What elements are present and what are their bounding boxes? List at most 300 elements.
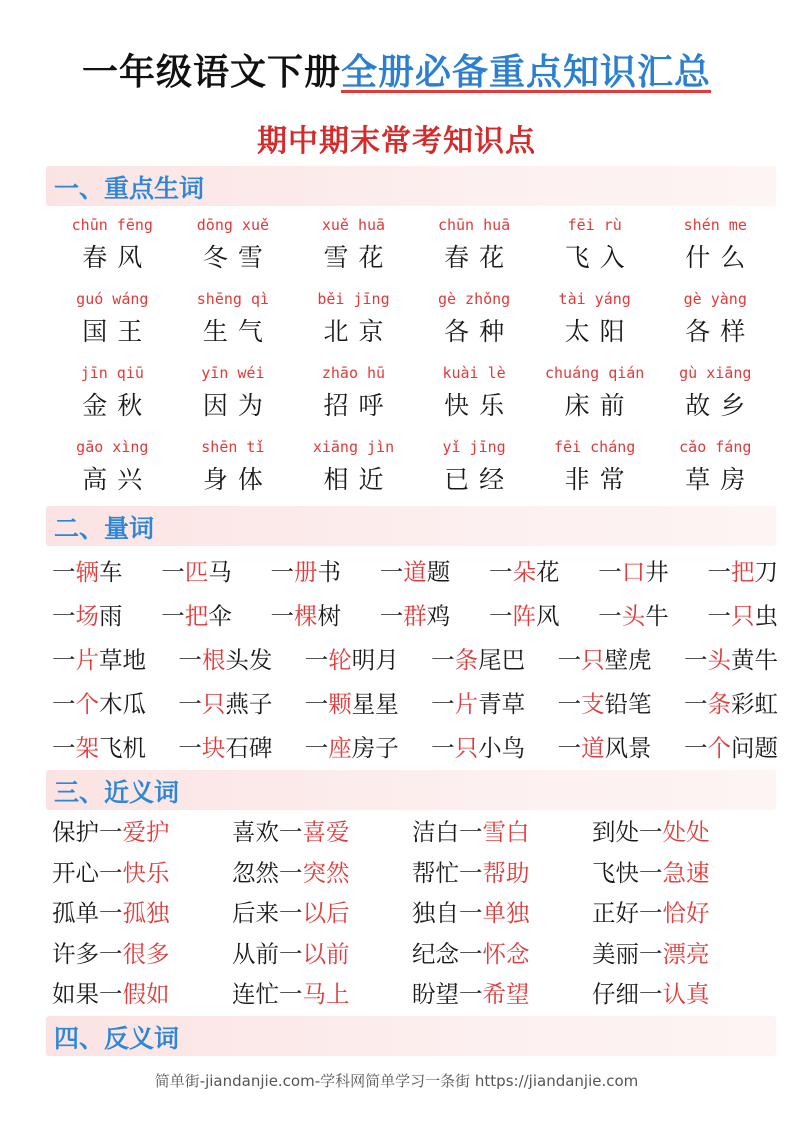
pinyin-label: chūn fēng [71,216,153,234]
dash: 一 [639,899,663,927]
measure-word-phrase [431,638,525,682]
page-subtitle: 期中期末常考知识点 [257,124,536,159]
number-one: 一 [557,734,582,762]
measure-word-phrase [380,594,451,638]
noun: 题 [426,558,451,586]
hanzi-word: 生气 [202,317,273,346]
noun: 花 [536,558,560,586]
hanzi-word: 太阳 [564,317,635,346]
synonym-word: 认真 [662,980,710,1008]
hanzi-word: 飞入 [564,243,635,272]
measure-word: 条 [707,690,731,718]
measure-word-phrase [305,726,399,770]
section-title: 三、近义词 [54,778,180,807]
number-one: 一 [304,734,329,762]
base-word: 连忙 [232,980,279,1008]
noun: 问题 [730,734,778,762]
dash: 一 [459,899,483,927]
pinyin-label: gè yàng [683,290,747,308]
dash: 一 [279,858,303,887]
measure-word: 只 [731,602,755,630]
pinyin-label: gāo xìng [76,438,149,456]
measure-word: 匹 [184,558,209,586]
dash: 一 [459,980,483,1008]
measure-word: 条 [454,646,479,674]
synonym-word: 怀念 [482,939,530,968]
number-one: 一 [598,558,622,586]
synonym-word: 帮助 [482,858,530,887]
measure-word: 轮 [328,646,352,674]
dash: 一 [99,818,123,846]
synonym-word: 马上 [302,980,350,1008]
noun: 尾巴 [478,646,526,674]
number-one: 一 [683,734,708,762]
hanzi-word: 春花 [444,243,515,272]
measure-words-list [52,550,778,770]
number-one: 一 [178,646,202,674]
measure-word: 只 [581,646,605,674]
synonym-row [52,974,772,1015]
number-one: 一 [707,602,731,630]
synonym-word: 漂亮 [662,939,710,968]
vocab-item [52,288,173,362]
measure-word-phrase [489,594,560,638]
synonym-word: 快乐 [122,858,170,887]
vocab-item [534,436,655,510]
noun: 鸡 [426,602,451,630]
number-one: 一 [178,690,202,718]
noun: 牛 [645,602,669,630]
base-word: 独自 [412,899,459,927]
dash: 一 [99,939,123,968]
pinyin-label: kuài lè [442,364,506,382]
measure-word-row [52,638,778,682]
measure-word-phrase [598,594,669,638]
base-word: 如果 [52,980,99,1008]
measure-word-phrase [52,594,123,638]
pinyin-label: guó wáng [76,290,149,308]
section-title: 一、重点生词 [54,174,205,203]
hanzi-word: 什么 [685,243,756,272]
vocab-item [414,288,535,362]
measure-word-phrase [161,594,232,638]
number-one: 一 [304,646,329,674]
vocab-item [534,214,655,288]
measure-word-phrase [558,682,652,726]
measure-word-phrase [684,726,778,770]
dash: 一 [99,899,123,927]
synonym-pair [412,893,592,934]
base-word: 从前 [232,939,279,968]
noun: 虫 [754,602,778,630]
number-one: 一 [178,734,202,762]
number-one: 一 [379,558,404,586]
base-word: 仔细 [592,980,639,1008]
base-word: 洁白 [412,818,459,846]
vocab-row [52,362,776,436]
pinyin-label: fēi cháng [554,438,636,456]
number-one: 一 [431,646,455,674]
measure-word: 把 [731,558,755,586]
noun: 风 [536,602,560,630]
synonym-word: 以前 [302,939,350,968]
dash: 一 [279,818,303,846]
measure-word-phrase [558,726,652,770]
synonym-pair [592,853,772,894]
hanzi-word: 故乡 [685,391,756,420]
section-header-antonyms [46,1016,776,1056]
number-one: 一 [52,602,76,630]
synonym-word: 孤独 [122,899,170,927]
noun: 风景 [604,734,652,762]
number-one: 一 [683,646,708,674]
synonym-pair [592,934,772,975]
measure-word: 只 [201,690,226,718]
number-one: 一 [270,602,294,630]
pinyin-label: tài yáng [558,290,631,308]
measure-word: 座 [328,734,352,762]
hanzi-word: 北京 [323,317,394,346]
dash: 一 [99,980,123,1008]
measure-word: 头 [621,602,646,630]
pinyin-label: chuáng qián [545,364,645,382]
hanzi-word: 春风 [82,243,153,272]
vocab-item [293,214,414,288]
synonym-pair [52,893,232,934]
measure-word-phrase [178,682,272,726]
number-one: 一 [161,602,185,630]
measure-word-row [52,726,778,770]
number-one: 一 [304,690,329,718]
dash: 一 [639,858,663,887]
noun: 马 [208,558,232,586]
base-word: 喜欢 [232,818,279,846]
number-one: 一 [707,558,731,586]
measure-word: 口 [621,558,646,586]
vocab-item [173,288,294,362]
measure-word: 片 [454,690,479,718]
measure-word: 只 [454,734,479,762]
synonym-word: 突然 [302,858,350,887]
pinyin-label: shēng qì [196,290,270,308]
synonym-word: 单独 [482,899,530,927]
hanzi-word: 已经 [444,465,515,494]
measure-word-phrase [178,638,272,682]
measure-word: 支 [581,690,605,718]
noun: 青草 [478,690,526,718]
dash: 一 [279,899,303,927]
number-one: 一 [431,734,455,762]
section-header-synonyms [46,770,776,810]
measure-word-row [52,594,778,638]
pinyin-label: fēi rù [567,216,622,234]
hanzi-word: 快乐 [444,391,515,420]
noun: 燕子 [225,690,273,718]
footer-watermark: 简单街-jiandanjie.com-学科网简单学习一条街 https://jiandanjie.com [154,1072,639,1090]
base-word: 到处 [592,818,639,846]
measure-word-phrase [271,550,342,594]
pinyin-label: chūn huā [437,216,511,234]
measure-word: 块 [201,734,226,762]
measure-word-phrase [431,726,525,770]
base-word: 飞快 [592,858,639,887]
vocab-item [173,436,294,510]
base-word: 开心 [52,858,99,887]
pinyin-label: jīn qiū [80,364,144,382]
base-word: 帮忙 [412,858,459,887]
measure-word: 群 [403,602,427,630]
measure-word-row [52,550,778,594]
base-word: 许多 [52,939,99,968]
synonym-pair [52,934,232,975]
vocab-grid [52,214,776,510]
vocab-item [414,362,535,436]
number-one: 一 [379,602,404,630]
number-one: 一 [161,558,185,586]
number-one: 一 [431,690,455,718]
pinyin-label: xiāng jìn [312,438,395,456]
measure-word: 把 [184,602,209,630]
dash: 一 [279,980,303,1008]
measure-word: 道 [581,734,605,762]
hanzi-word: 金秋 [82,391,153,420]
measure-word: 片 [75,646,99,674]
noun: 房子 [351,734,399,762]
synonym-pair [412,812,592,853]
base-word: 保护 [52,818,99,846]
number-one: 一 [52,690,76,718]
synonym-word: 假如 [122,980,170,1008]
vocab-item [52,436,173,510]
hanzi-word: 因为 [202,391,273,420]
noun: 雨 [99,602,123,630]
measure-word: 头 [707,646,731,674]
section-title: 四、反义词 [54,1024,180,1053]
noun: 草地 [99,646,146,674]
measure-word: 册 [294,558,318,586]
synonym-pair [412,853,592,894]
synonym-pair [592,893,772,934]
vocab-item [293,436,414,510]
dash: 一 [459,818,483,846]
measure-word: 阵 [512,602,536,630]
base-word: 纪念 [412,939,459,968]
pinyin-label: yīn wéi [201,364,265,382]
number-one: 一 [557,646,582,674]
vocab-item [173,362,294,436]
hanzi-word: 招呼 [323,391,394,420]
noun: 彩虹 [730,690,778,718]
vocab-row [52,288,776,362]
noun: 小鸟 [478,734,526,762]
hanzi-word: 冬雪 [202,243,273,272]
dash: 一 [99,858,123,887]
measure-word-row [52,682,778,726]
dash: 一 [639,818,663,846]
synonym-word: 处处 [662,818,710,846]
hanzi-word: 草房 [685,465,756,494]
pinyin-label: dōng xuě [196,216,270,234]
measure-word-phrase [178,726,272,770]
measure-word-phrase [598,550,669,594]
noun: 伞 [208,602,232,630]
measure-word: 颗 [328,690,352,718]
noun: 明月 [351,646,399,674]
pinyin-label: gè zhǒng [437,290,511,308]
title-part2: 全册必备重点知识汇总 [341,52,712,93]
synonym-pair [52,974,232,1015]
noun: 书 [317,558,341,586]
synonym-word: 希望 [482,980,530,1008]
title-part1: 一年级语文下册 [81,52,341,93]
measure-word-phrase [684,682,778,726]
measure-word-phrase [52,638,146,682]
measure-word-phrase [431,682,525,726]
noun: 车 [99,558,123,586]
base-word: 正好 [592,899,639,927]
measure-word-phrase [52,550,123,594]
number-one: 一 [489,602,513,630]
pinyin-label: gù xiāng [679,364,752,382]
number-one: 一 [52,558,76,586]
synonym-row [52,893,772,934]
synonym-pair [232,853,412,894]
synonym-word: 喜爱 [302,818,350,846]
synonym-row [52,853,772,894]
measure-word: 道 [403,558,427,586]
measure-word-phrase [271,594,342,638]
base-word: 忽然 [232,858,279,887]
noun: 石碑 [225,734,273,762]
section-header-measure-words [46,506,776,546]
synonym-word: 爱护 [122,818,170,846]
noun: 黄牛 [730,646,778,674]
vocab-item [534,362,655,436]
pinyin-label: xuě huā [321,216,386,234]
hanzi-word: 各样 [685,317,756,346]
vocab-item [534,288,655,362]
noun: 刀 [754,558,778,586]
pinyin-label: yǐ jīng [442,438,506,456]
noun: 飞机 [99,734,146,762]
section-header-key-words [46,166,776,206]
synonym-pair [52,853,232,894]
noun: 星星 [351,690,399,718]
number-one: 一 [557,690,582,718]
noun: 井 [645,558,669,586]
measure-word: 棵 [294,602,318,630]
vocab-item [414,214,535,288]
base-word: 后来 [232,899,279,927]
number-one: 一 [52,646,76,674]
synonyms-list [52,812,772,1015]
pinyin-label: běi jīng [317,290,390,308]
section-title: 二、量词 [54,514,155,543]
synonym-word: 很多 [122,939,170,968]
noun: 头发 [225,646,273,674]
vocab-row [52,436,776,510]
synonym-row [52,812,772,853]
measure-word-phrase [558,638,652,682]
dash: 一 [459,939,483,968]
synonym-pair [412,974,592,1015]
synonym-pair [52,812,232,853]
dash: 一 [639,980,663,1008]
measure-word: 场 [75,602,99,630]
synonym-pair [232,812,412,853]
base-word: 盼望 [412,980,459,1008]
hanzi-word: 非常 [564,465,635,494]
measure-word-phrase [305,638,399,682]
noun: 木瓜 [99,690,146,718]
measure-word-phrase [52,726,146,770]
hanzi-word: 高兴 [82,465,153,494]
measure-word: 朵 [512,558,536,586]
synonym-word: 恰好 [662,899,710,927]
synonym-row [52,934,772,975]
measure-word-phrase [305,682,399,726]
number-one: 一 [489,558,513,586]
measure-word-phrase [684,638,778,682]
synonym-pair [412,934,592,975]
number-one: 一 [598,602,622,630]
measure-word-phrase [489,550,560,594]
noun: 铅笔 [604,690,652,718]
hanzi-word: 雪花 [323,243,394,272]
base-word: 孤单 [52,899,99,927]
synonym-word: 以后 [302,899,350,927]
synonym-pair [592,974,772,1015]
measure-word-phrase [708,550,779,594]
number-one: 一 [270,558,294,586]
vocab-item [655,436,776,510]
synonym-word: 雪白 [482,818,530,846]
vocab-item [173,214,294,288]
number-one: 一 [683,690,708,718]
pinyin-label: shén me [683,216,747,234]
measure-word: 辆 [75,558,99,586]
number-one: 一 [52,734,76,762]
measure-word-phrase [161,550,232,594]
vocab-item [655,214,776,288]
vocab-item [52,214,173,288]
measure-word-phrase [52,682,146,726]
page-title [0,44,793,95]
pinyin-label: cǎo fáng [679,438,752,456]
hanzi-word: 各种 [444,317,515,346]
synonym-pair [232,974,412,1015]
noun: 树 [317,602,341,630]
hanzi-word: 床前 [564,391,635,420]
synonym-word: 急速 [662,858,710,887]
synonym-pair [232,934,412,975]
noun: 壁虎 [604,646,652,674]
hanzi-word: 身体 [202,465,273,494]
synonym-pair [232,893,412,934]
measure-word: 架 [75,734,99,762]
measure-word-phrase [708,594,779,638]
pinyin-label: zhāo hū [321,364,386,382]
dash: 一 [279,939,303,968]
base-word: 美丽 [592,939,639,968]
dash: 一 [639,939,663,968]
pinyin-label: shēn tǐ [201,438,265,456]
vocab-item [293,362,414,436]
hanzi-word: 相近 [323,465,394,494]
vocab-item [293,288,414,362]
synonym-pair [592,812,772,853]
vocab-item [414,436,535,510]
